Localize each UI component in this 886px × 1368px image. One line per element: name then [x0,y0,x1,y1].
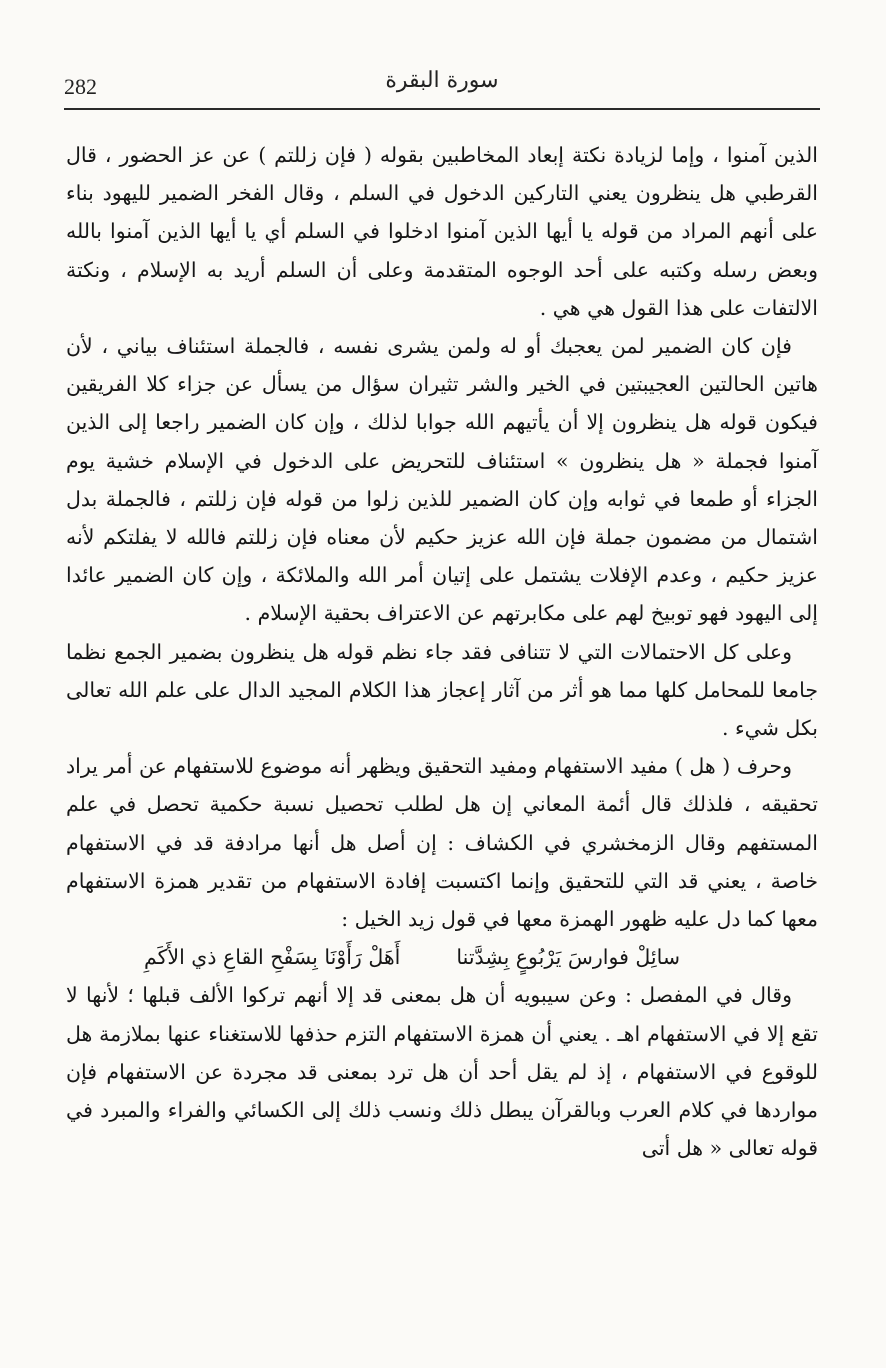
verse-first-hemistich: سائِلْ فوارسَ يَرْبُوعٍ بِشِدَّتنا [456,945,681,970]
paragraph: وعلى كل الاحتمالات التي لا تتنافى فقد جاء نظم قوله هل ينظرون بضمير الجمع نظما جامعا للمحامل كلها مما هو أثر من آثار إعجاز هذا الكلام المجيد الدال على علم الله تعالى بكل شيء . [66,639,818,741]
body-text [66,136,818,1167]
page-number: 282 [64,74,97,99]
paragraph: وقال في المفصل : وعن سيبويه أن هل بمعنى قد إلا أنهم تركوا الألف قبلها ؛ لأنها لا تقع إلا في الاستفهام اهـ . يعني أن همزة الاستفهام التزم حذفها للاستغناء عنها بملازمة هل للوقوع في الاستفهام ، إذ لم يقل أحد أن هل ترد بمعنى قد مجردة عن الاستفهام فإن مواردها في كلام العرب وبالقرآن يبطل ذلك ونسب ذلك إلى الكسائي والفراء والمبرد في قوله تعالى « هل أتى [66,983,818,1161]
paragraph: وحرف ( هل ) مفيد الاستفهام ومفيد التحقيق ويظهر أنه موضوع للاستفهام عن أمر يراد تحقيقه ، فلذلك قال أئمة المعاني إن هل لطلب تحصيل نسبة حكمية تحصل في علم المستفهم وقال الزمخشري في الكشاف : إن أصل هل أنها مرادفة قد في الاستفهام خاصة ، يعني قد التي للتحقيق وإنما اكتسبت إفادة الاستفهام من تقدير همزة الاستفهام معها كما دل عليه ظهور الهمزة معها في قول زيد الخيل : [66,754,818,932]
paragraph: فإن كان الضمير لمن يعجبك أو له ولمن يشرى نفسه ، فالجملة استئناف بياني ، لأن هاتين الحالتين العجيبتين في الخير والشر تثيران سؤال من يسأل عن جزاء كلا الفريقين فيكون قوله هل ينظرون إلا أن يأتيهم الله جوابا لذلك ، وإن كان الضمير راجعا إلى الذين آمنوا فجملة « هل ينظرون » استئناف للتحريض على الدخول في الإسلام خشية يوم الجزاء أو طمعا في ثوابه وإن كان الضمير للذين زلوا من قوله فإن زللتم ، فالجملة بدل اشتمال من مضمون جملة فإن الله عزيز حكيم لأن معناه فإن زللتم فالله لا يفلتكم لأنه عزيز حكيم ، وعدم الإفلات يشتمل على إتيان أمر الله والملائكة ، وإن كان الضمير عائدا إلى اليهود فهو توبيخ لهم على مكابرتهم عن الاعتراف بحقية الإسلام . [66,334,818,626]
page-header [64,62,820,108]
verse-second-hemistich: أَهَلْ رَأَوْنَا بِسَفْحِ القاعِ ذي الأَكَمِ [143,945,401,970]
running-title: سورة البقرة [385,68,499,93]
paragraph: الذين آمنوا ، وإما لزيادة نكتة إبعاد المخاطبين بقوله ( فإن زللتم ) عن عز الحضور ، قال القرطبي هل ينظرون يعني التاركين الدخول في السلم ، وقال الفخر الضمير لليهود بناء على أنهم المراد من قوله يا أيها الذين آمنوا ادخلوا في السلم أي يا أيها الذين آمنوا بالله وبعض رسله وكتبه على أحد الوجوه المتقدمة وعلى أن السلم أريد به الإسلام ، ونكتة الالتفات على هذا القول هي هي . [66,143,818,320]
poetry-verse [66,938,818,976]
header-rule [64,108,820,110]
